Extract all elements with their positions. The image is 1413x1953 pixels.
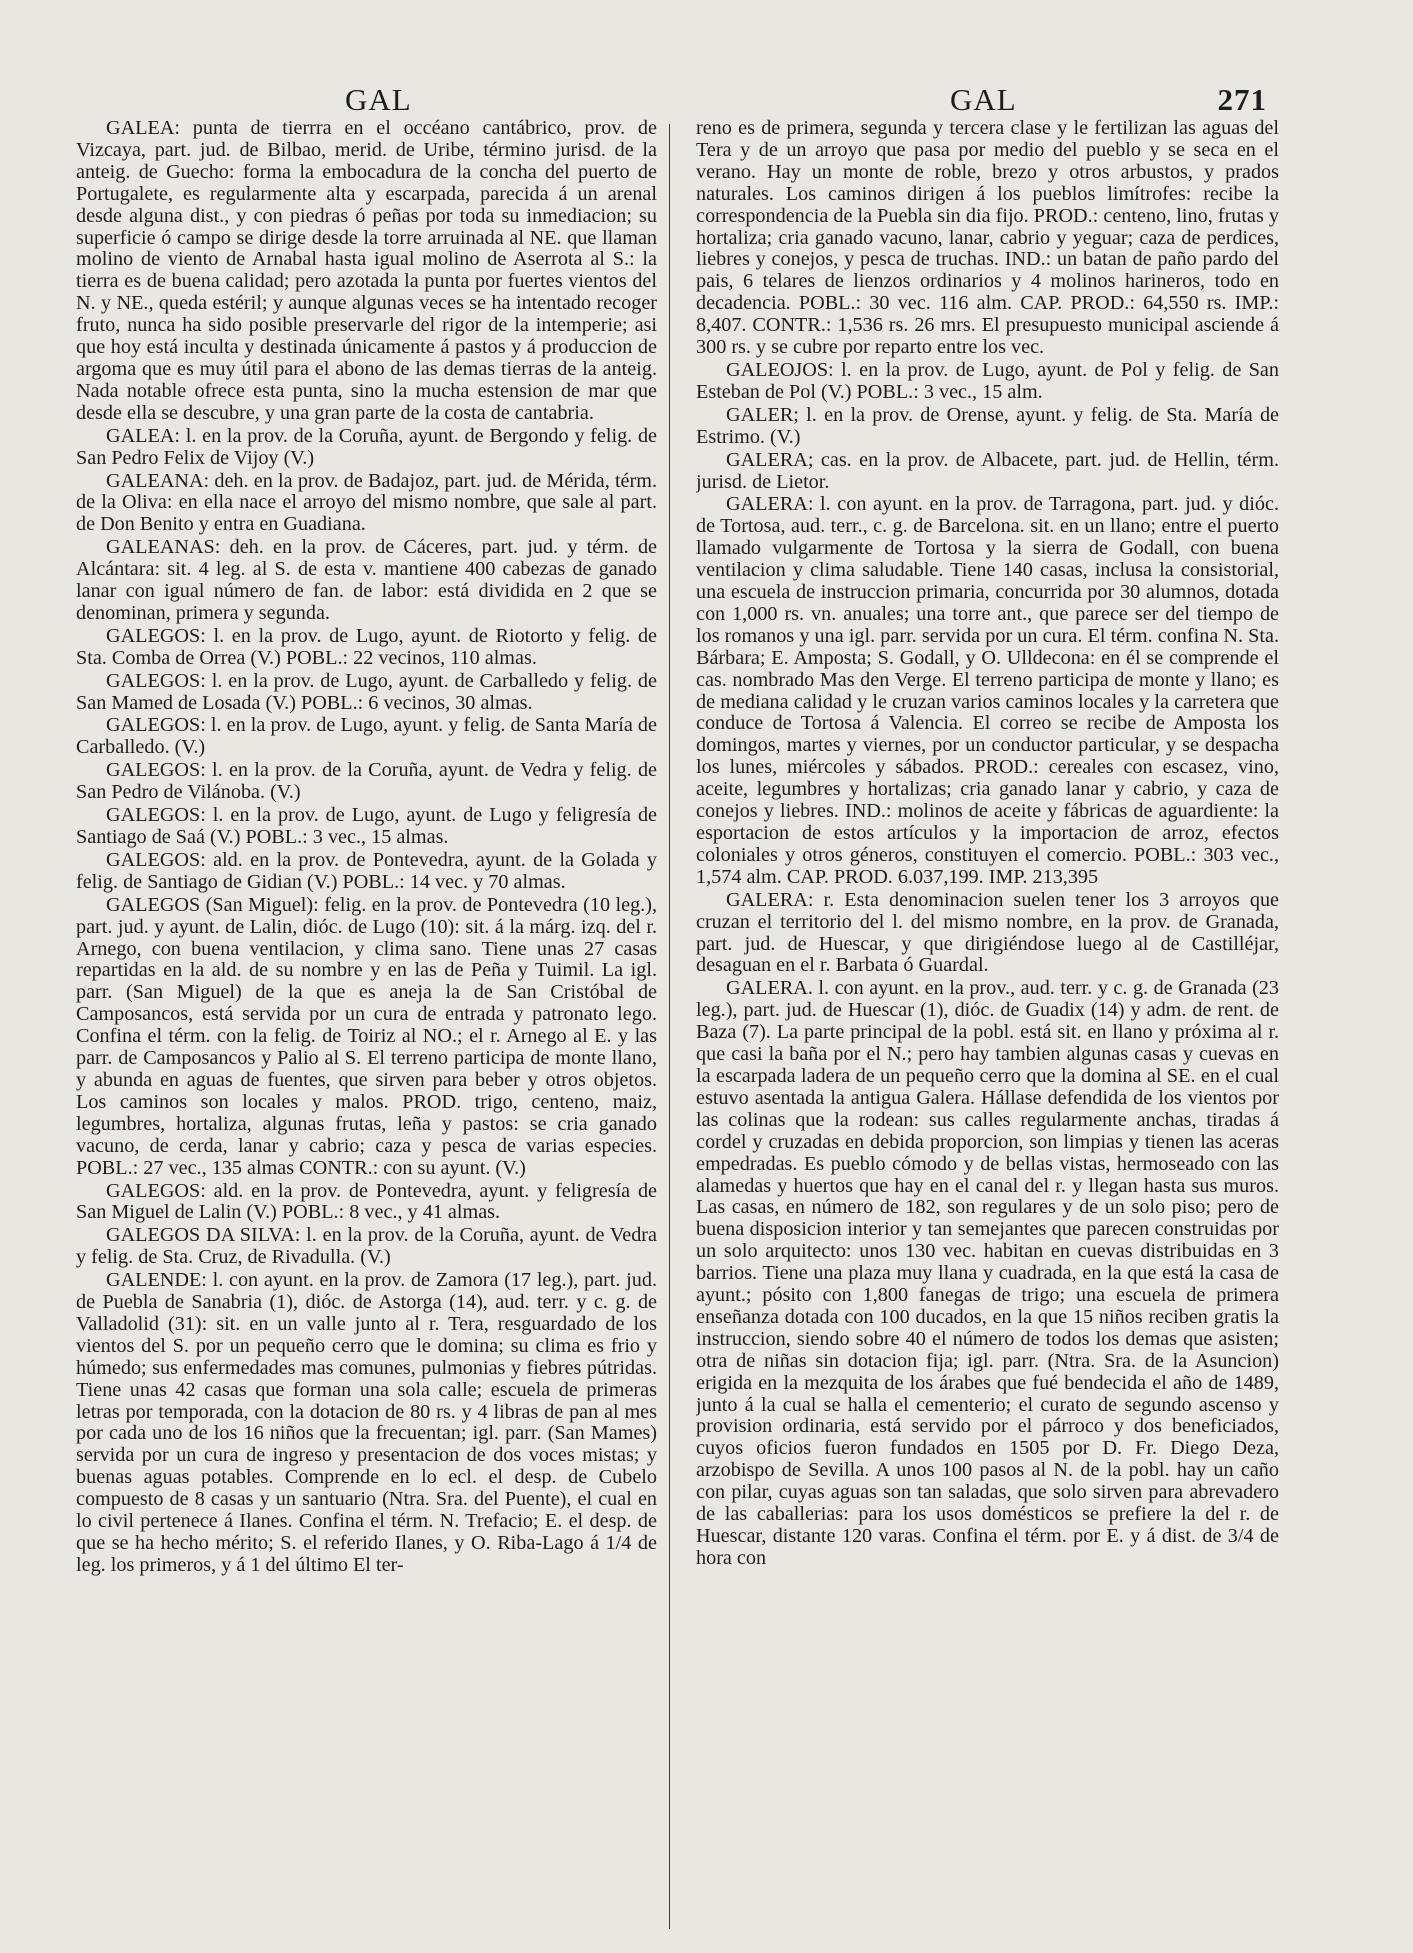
- entry-galer: GALER; l. en la prov. de Orense, ayunt. y felig. de Sta. María de Estrimo. (V.): [696, 403, 1279, 448]
- right-column: [696, 118, 1279, 1918]
- entry-galegos-golada: GALEGOS: ald. en la prov. de Pontevedra, ayunt. de la Golada y felig. de Santiago de Gidian (V.) POBL.: 14 vec. y 70 almas.: [76, 848, 657, 893]
- entry-galeojos: GALEOJOS: l. en la prov. de Lugo, ayunt. de Pol y felig. de San Esteban de Pol (V.) POBL.: 3 vec., 15 alm.: [696, 358, 1279, 403]
- header-left-word: GAL: [345, 82, 412, 117]
- entry-galeana: GALEANA: deh. en la prov. de Badajoz, part. jud. de Mérida, térm. de la Oliva: en ella nace el arroyo del mismo nombre, que sale al part. de Don Benito y entra en Guadiana.: [76, 469, 657, 536]
- entry-galegos-da-silva: GALEGOS DA SILVA: l. en la prov. de la Coruña, ayunt. de Vedra y felig. de Sta. Cruz, de Rivadulla. (V.): [76, 1224, 657, 1269]
- entry-galea-punta: GALEA: punta de tierrra en el occéano cantábrico, prov. de Vizcaya, part. jud. de Bilbao, merid. de Uribe, término jurisd. de la anteig. de Guecho: forma la embocadura de la concha del puerto de Portugalete, es regularmente alta y escarpada, parecida á un arenal desde alguna dist., y con piedras ó peñas por toda su inmediacion; su superficie ó campo se dirige desde la torre arruinada al NE. que llaman molino de viento de Arnabal hasta igual molino de Aserrota al S.: la tierra es de buena calidad; pero azotada la punta por fuertes vientos del N. y NE., queda estéril; y aunque algunas veces se ha intentado recoger fruto, nunca ha sido posible preservarle del rigor de la intemperie; asi que hoy está inculta y destinada únicamente á pastos y á produccion de argoma que es muy útil para el abono de las demas tierras de la anteig. Nada notable ofrece esta punta, sino la mucha estension de mar que desde ella se descubre, y una gran parte de la costa de cantabria.: [76, 118, 657, 424]
- entry-galera-tarragona: GALERA: l. con ayunt. en la prov. de Tarragona, part. jud. y dióc. de Tortosa, aud. terr., c. g. de Barcelona. sit. en un llano; entre el puerto llamado vulgarmente de Tortosa y la sierra de Godall, con buena ventilacion y clima saludable. Tiene 140 casas, inclusa la consistorial, una escuela de instruccion primaria, concurrida por 30 alumnos, dotada con 1,000 rs. vn. anuales; una torre ant., que parece ser del tiempo de los romanos y una igl. parr. servida por un cura. El térm. confina N. Sta. Bárbara; E. Amposta; S. Godall, y O. Ulldecona: en él se comprende el cas. nombrado Mas den Verge. El terreno participa de monte y llano; es de mediana calidad y le cruzan varios caminos locales y la carretera que conduce de Tortosa á Valencia. El correo se recibe de Amposta los domingos, martes y viernes, por un conductor particular, y se despacha los lunes, miércoles y sábados. PROD.: cereales con escasez, vino, aceite, legumbres y hortalizas; cria ganado lanar y cabrio, y caza de conejos y liebres. IND.: molinos de aceite y fábricas de aguardiente: la esportacion de estos artículos y la importacion de arroz, efectos coloniales y otros géneros, constituyen el comercio. POBL.: 303 vec., 1,574 alm. CAP. PROD. 6.037,199. IMP. 213,395: [696, 493, 1279, 888]
- entry-galegos-lugo: GALEGOS: l. en la prov. de Lugo, ayunt. de Lugo y feligresía de Santiago de Saá (V.) POBL.: 3 vec., 15 almas.: [76, 804, 657, 848]
- entry-galera-granada: GALERA. l. con ayunt. en la prov., aud. terr. y c. g. de Granada (23 leg.), part. jud. de Huescar (1), dióc. de Guadix (14) y adm. de rent. de Baza (7). La parte principal de la pobl. está sit. en llano y próxima al r. que casi la baña por el N.; pero hay tambien algunas casas y cuevas en la escarpada ladera de un pequeño cerro que la domina al SE. en el cual estuvo asentada la antigua Galera. Hállase defendida de los vientos por las colinas que la rodean: sus calles regularmente anchas, tiradas á cordel y cruzadas en debida proporcion, son limpias y tienen las aceras empedradas. Es pueblo cómodo y de bellas vistas, hermoseado con las alamedas y huertos que hay en el canal del r. y llegan hasta sus muros. Las casas, en número de 182, son regulares y de un solo piso; pero de buena disposicion interior y tan semejantes que parecen construidas por un solo arquitecto: unos 130 vec. habitan en cuevas distribuidas en 3 barrios. Tiene una plaza muy llana y cuadrada, en la que está la casa de ayunt.; pósito con 1,800 fanegas de trigo; una escuela de primera enseñanza dotada con 100 ducados, en la que 15 niños reciben gratis la instruccion, siendo sobre 40 el número de todos los demas que asisten; otra de niñas sin dotacion fija; igl. parr. (Ntra. Sra. de la Asuncion) erigida en la mezquita de los árabes que fué bendecida el año de 1489, junto á la cual se halla el cementerio; el curato de segundo ascenso y provision ordinaria, está servido por el párroco y dos beneficiados, cuyos oficios fueron fundados en 1505 por D. Fr. Diego Deza, arzobispo de Sevilla. A unos 100 pasos al N. de la pobl. hay un caño con pilar, cuyas aguas son tan saladas, que solo sirven para abrevadero de las caballerias: para los usos domésticos se prefiere la del r. de Huescar, distante 120 varas. Confina el térm. por E. y á dist. de 3/4 de hora con: [696, 977, 1279, 1569]
- header-center-word: GAL: [950, 82, 1017, 117]
- entry-galegos-riotorto: GALEGOS: l. en la prov. de Lugo, ayunt. de Riotorto y felig. de Sta. Comba de Orrea (V.) POBL.: 22 vecinos, 110 almas.: [76, 624, 657, 669]
- entry-galende-continued: reno es de primera, segunda y tercera clase y le fertilizan las aguas del Tera y de un arroyo que pasa por medio del pueblo y se seca en el verano. Hay un monte de roble, brezo y otros arbustos, y prados naturales. Los caminos dirigen á los pueblos limítrofes: recibe la correspondencia de la Puebla sin dia fijo. PROD.: centeno, lino, frutas y hortaliza; cria ganado vacuno, lanar, cabrio y yeguar; caza de perdices, liebres y conejos, y pesca de truchas. IND.: un batan de paño pardo del pais, 6 telares de lienzos ordinarios y 4 molinos harineros, todo en decadencia. POBL.: 30 vec. 116 alm. CAP. PROD.: 64,550 rs. IMP.: 8,407. CONTR.: 1,536 rs. 26 mrs. El presupuesto municipal asciende á 300 rs. y se cubre por reparto entre los vec.: [696, 118, 1279, 359]
- entry-galera-rio: GALERA: r. Esta denominacion suelen tener los 3 arroyos que cruzan el territorio del l. del mismo nombre, en la prov. de Granada, part. jud. de Huescar, y que dirigiéndose luego al de Castilléjar, desaguan en el r. Barbata ó Guardal.: [696, 888, 1279, 977]
- page-number: 271: [1217, 82, 1267, 117]
- entry-galegos-carballedo: GALEGOS: l. en la prov. de Lugo, ayunt. de Carballedo y felig. de San Mamed de Losada (V.) POBL.: 6 vecinos, 30 almas.: [76, 669, 657, 714]
- entry-galera-albacete: GALERA; cas. en la prov. de Albacete, part. jud. de Hellin, térm. jurisd. de Lietor.: [696, 448, 1279, 493]
- left-column: [76, 118, 657, 1918]
- entry-galea-coruna: GALEA: l. en la prov. de la Coruña, ayunt. de Bergondo y felig. de San Pedro Felix de Vijoy (V.): [76, 424, 657, 469]
- entry-galegos-santa-maria: GALEGOS: l. en la prov. de Lugo, ayunt. y felig. de Santa María de Carballedo. (V.): [76, 714, 657, 759]
- entry-galegos-vedra: GALEGOS: l. en la prov. de la Coruña, ayunt. de Vedra y felig. de San Pedro de Vilánoba. (V.): [76, 759, 657, 804]
- entry-galeanas: GALEANAS: deh. en la prov. de Cáceres, part. jud. y térm. de Alcántara: sit. 4 leg. al S. de esta v. mantiene 400 cabezas de ganado lanar con igual número de fan. de labor: está dividida en 2 que se denominan, primera y segunda.: [76, 536, 657, 624]
- page-header: [0, 80, 1413, 120]
- entry-galende: GALENDE: l. con ayunt. en la prov. de Zamora (17 leg.), part. jud. de Puebla de Sanabria (1), dióc. de Astorga (14), aud. terr. y c. g. de Valladolid (31): sit. en un valle junto al r. Tera, resguardado de los vientos del S. por un pequeño cerro que le domina; su clima es frio y húmedo; sus enfermedades mas comunes, pulmonias y fiebres pútridas. Tiene unas 42 casas que forman una sola calle; escuela de primeras letras por temporada, con la dotacion de 80 rs. y 4 libras de pan al mes por cada uno de los 16 niños que la frecuentan; igl. parr. (San Mames) servida por un cura de ingreso y presentacion de dos voces mistas; y buenas aguas potables. Comprende en lo ecl. el desp. de Cubelo compuesto de 8 casas y un santuario (Ntra. Sra. del Puente), el cual en lo civil pertenece á Ilanes. Confina el térm. N. Trefacio; E. el desp. de que se ha hecho mérito; S. el referido Ilanes, y O. Riba-Lago á 1/4 de leg. los primeros, y á 1 del último El ter-: [76, 1269, 657, 1576]
- column-divider: [669, 124, 670, 1929]
- entry-galegos-lalin: GALEGOS: ald. en la prov. de Pontevedra, ayunt. y feligresía de San Miguel de Lalin (V.) POBL.: 8 vec., y 41 almas.: [76, 1179, 657, 1224]
- entry-galegos-san-miguel: GALEGOS (San Miguel): felig. en la prov. de Pontevedra (10 leg.), part. jud. y ayunt. de Lalin, dióc. de Lugo (10): sit. á la márg. izq. del r. Arnego, con buena ventilacion, y clima sano. Tiene unas 27 casas repartidas en la ald. de su nombre y en las de Peña y Tuimil. La igl. parr. (San Miguel) de la que es aneja la de San Cristóbal de Camposancos, está servida por un cura de entrada y patronato lego. Confina el térm. con la felig. de Toiriz al NO.; el r. Arnego al E. y las parr. de Camposancos y Palio al S. El terreno participa de monte llano, y abunda en aguas de fuentes, que sirven para beber y otros objetos. Los caminos son locales y malos. PROD. trigo, centeno, maiz, legumbres, hortaliza, algunas frutas, leña y pastos: se cria ganado vacuno, de cerda, lanar y cabrio; caza y pesca de varias especies. POBL.: 27 vec., 135 almas CONTR.: con su ayunt. (V.): [76, 893, 657, 1179]
